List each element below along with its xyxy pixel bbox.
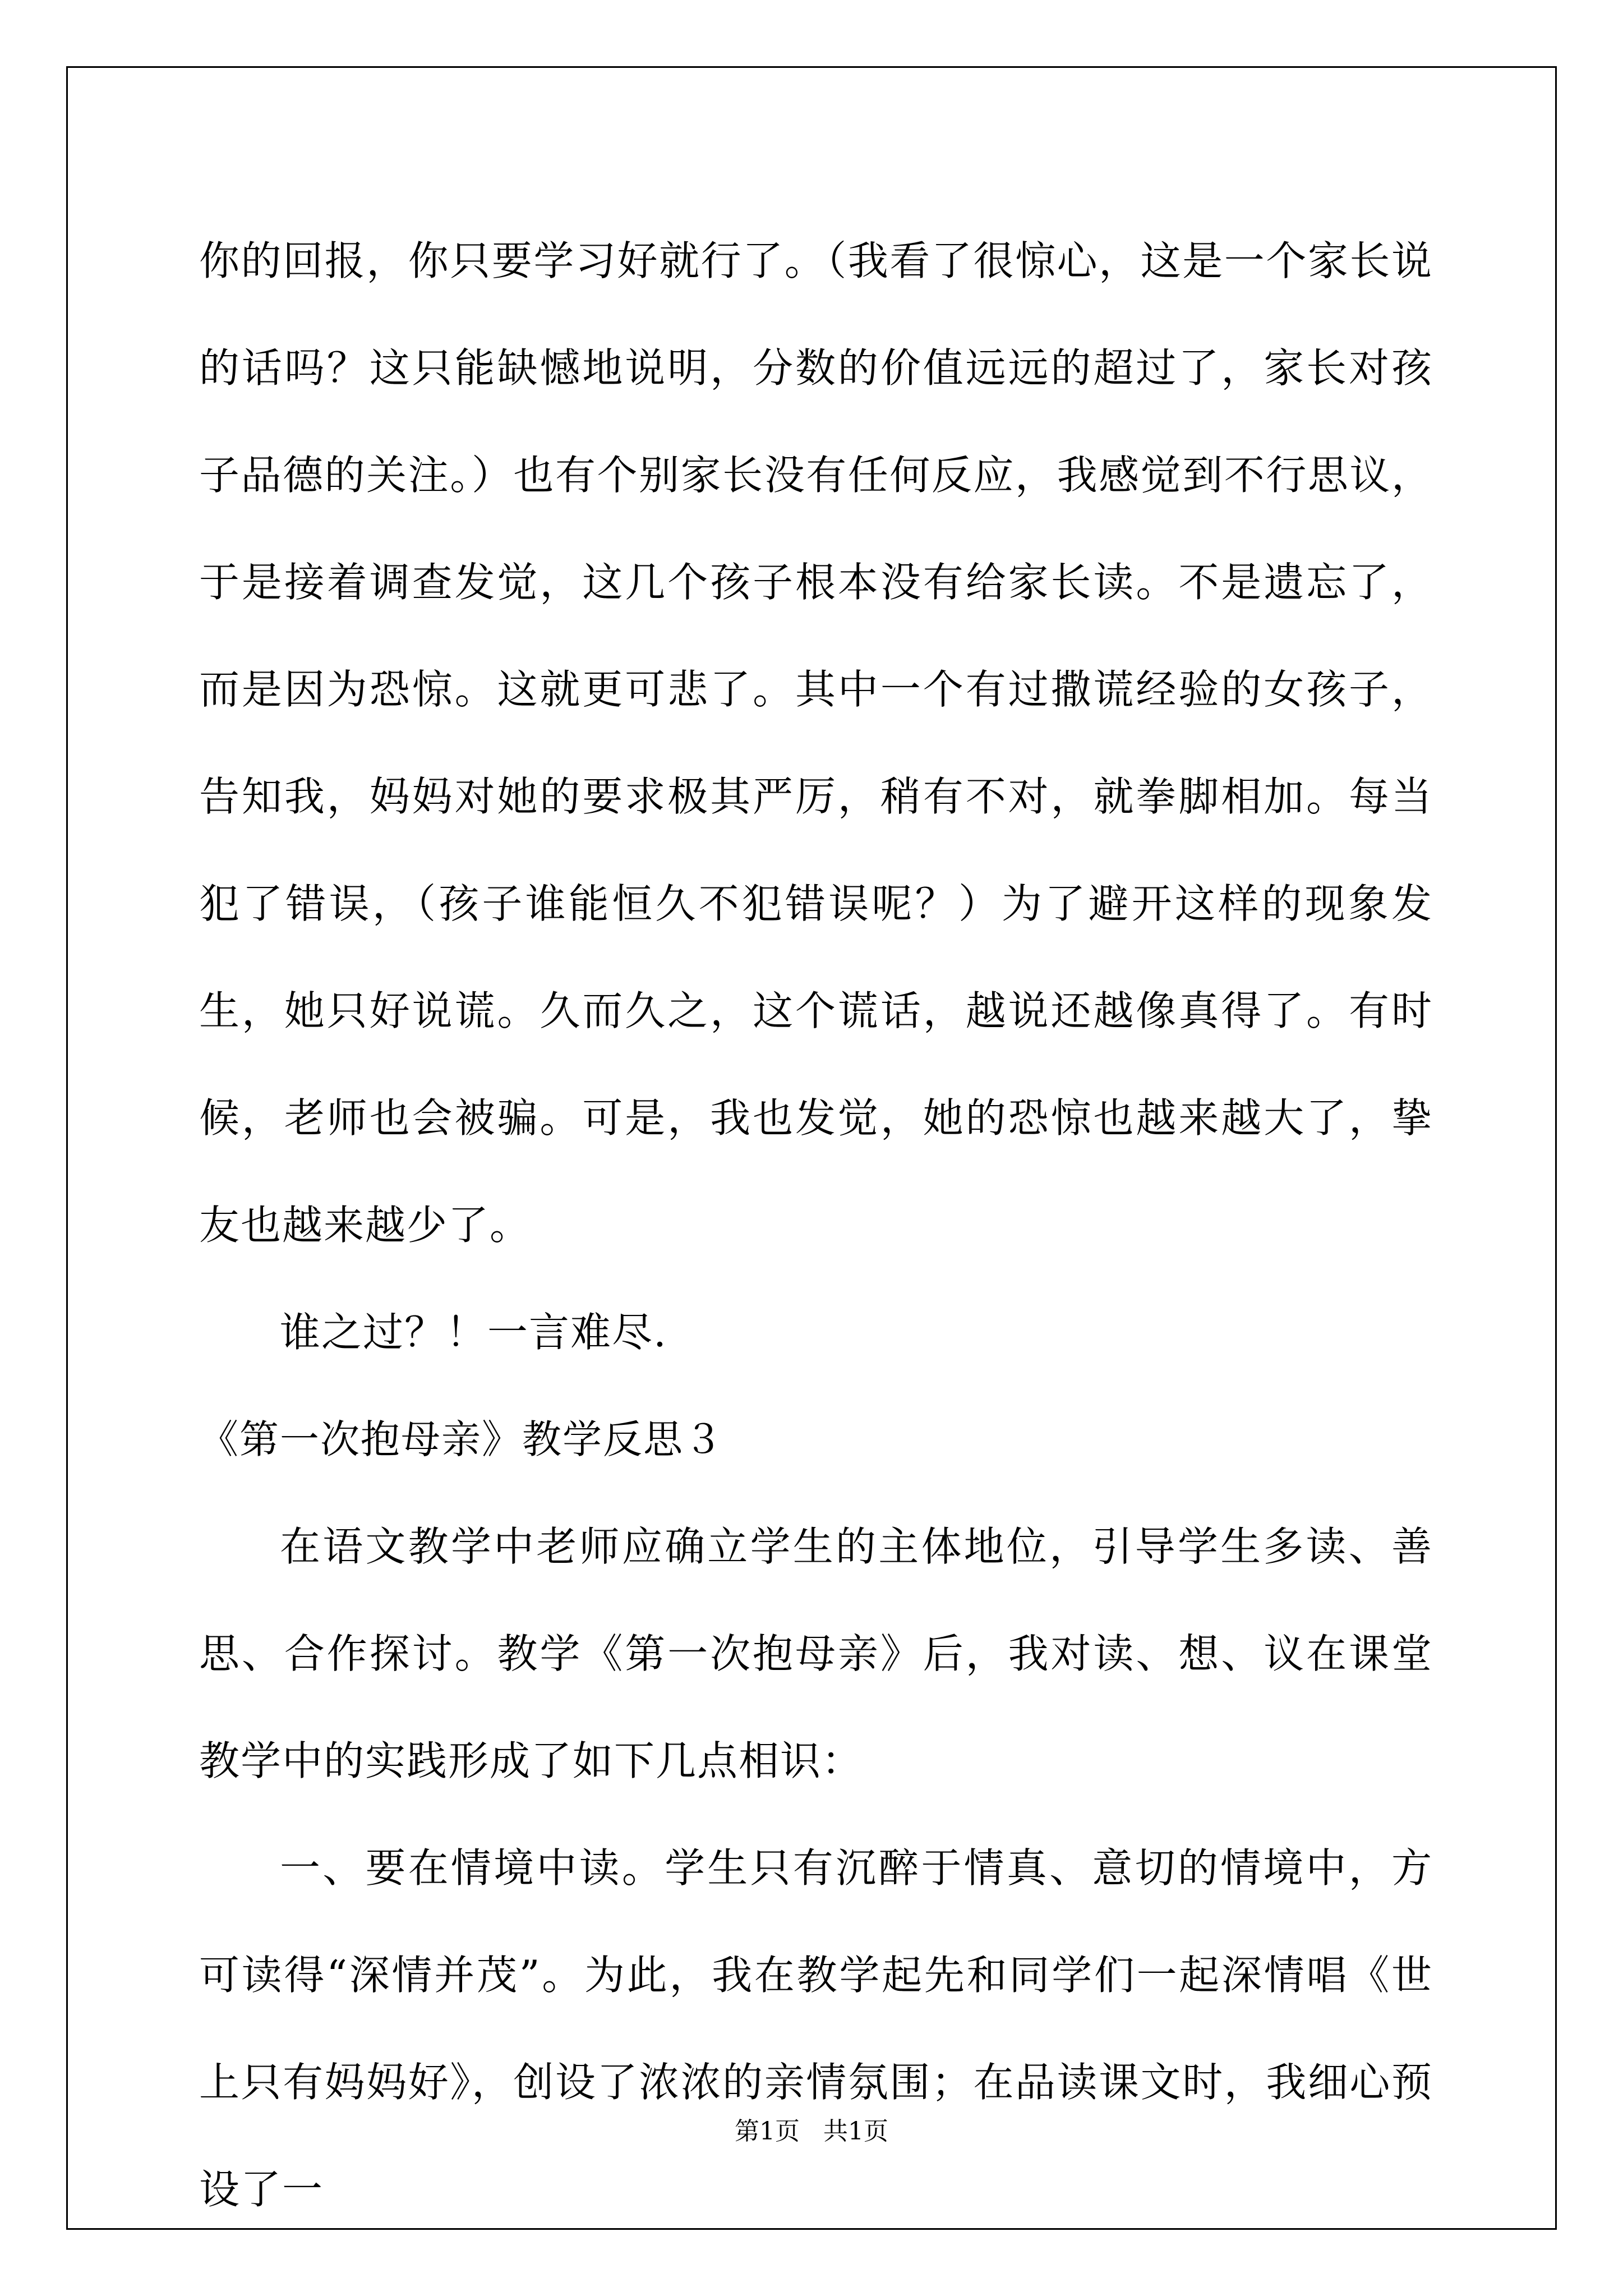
paragraph-parent-response: 你的回报，你只要学习好就行了。（我看了很惊心，这是一个家长说的话吗？这只能缺憾地说明，分数的价值远远的超过了，家长对孩子品德的关注。）也有个别家长没有任何反应，我感觉到不行思议，于是接着调查发觉，这几个孩子根本没有给家长读。不是遗忘了，而是因为恐惊。这就更可悲了。其中一个有过撒谎经验的女孩子，告知我，妈妈对她的要求极其严厉，稍有不对，就拳脚相加。每当犯了错误，（孩子谁能恒久不犯错误呢？）为了避开这样的现象发生，她只好说谎。久而久之，这个谎话，越说还越像真得了。有时候，老师也会被骗。可是，我也发觉，她的恐惊也越来越大了，挚友也越来越少了。	[199, 237, 1433, 1249]
section-heading: 《第一次抱母亲》教学反思３	[199, 1416, 724, 1462]
paragraph-teaching-intro: 在语文教学中老师应确立学生的主体地位，引导学生多读、善思、合作探讨。教学《第一次抱母亲》后，我对读、想、议在课堂教学中的实践形成了如下几点相识：	[199, 1523, 1433, 1784]
page-number-total: 共1页	[823, 2117, 888, 2146]
paragraph-whose-fault: 谁之过？！一言难尽.	[280, 1309, 667, 1356]
page-number-current: 第1页	[735, 2117, 800, 2146]
paragraph-point-one: 一、要在情境中读。学生只有沉醉于情真、意切的情境中，方可读得“深情并茂”。为此，我在教学起先和同学们一起深情唱《世上只有妈妈好》，创设了浓浓的亲情氛围；在品读课文时，我细心预设了一	[199, 1844, 1433, 2213]
document-body	[199, 208, 1433, 2243]
page-footer	[0, 2115, 1623, 2148]
